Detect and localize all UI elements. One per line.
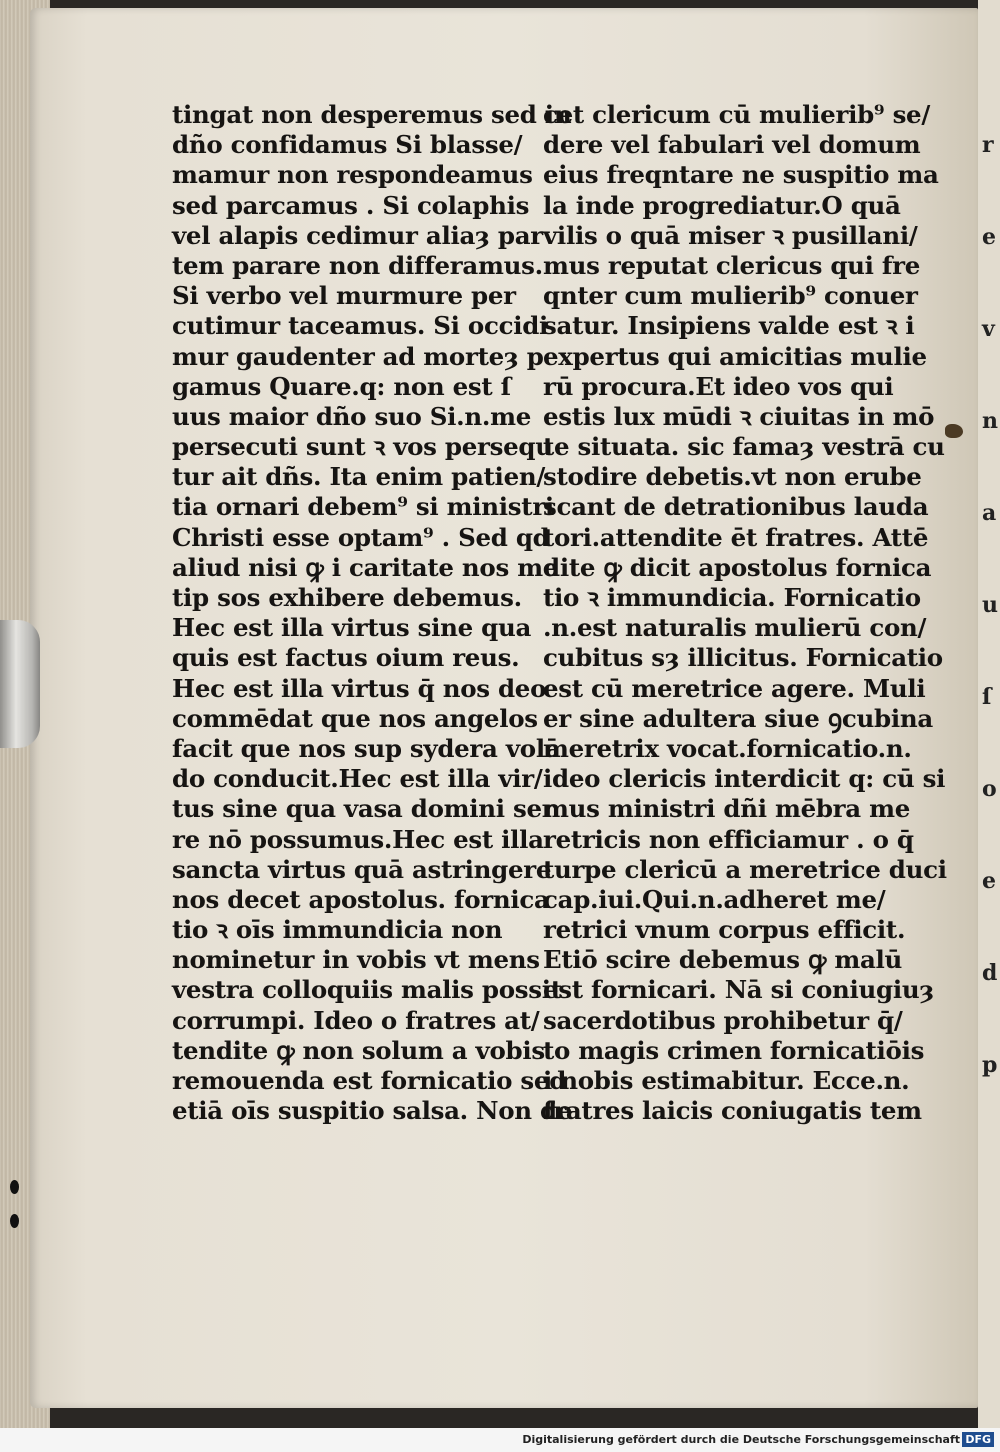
right-column-line: cet clericum cū mulierib⁹ se/ (543, 100, 930, 129)
left-column-line: tip sos exhibere debemus. (172, 583, 522, 612)
neighbor-page-glyph: o (982, 776, 997, 802)
left-column-line: facit que nos sup sydera volā (172, 733, 561, 763)
left-column-line: vel alapis cedimur aliaȝ par (172, 220, 543, 250)
left-column-line: corrumpi. Ideo o fratres at/ (172, 1005, 540, 1035)
left-column-line: vestra colloquiis malis possit (172, 975, 562, 1005)
neighbor-page-glyph: a (982, 500, 997, 526)
right-column-line: .n.est naturalis mulierū con/ (543, 613, 927, 643)
left-column-line: quis est factus oium reus. (172, 643, 520, 673)
right-column-line: fratres laicis coniugatis tem (543, 1096, 922, 1126)
right-column-line: to magis crimen fornicatiōis (543, 1035, 925, 1065)
left-column-line: tendite ꝙ non solum a vobis (172, 1035, 545, 1065)
left-column-line: Christi esse optam⁹ . Sed qd (172, 522, 550, 552)
right-column-line: vilis o quā miser ꝛ pusillani/ (543, 220, 918, 250)
binding-marks (10, 1180, 19, 1248)
dfg-logo: DFG (962, 1432, 994, 1447)
right-column-line: turpe clericū a meretrice duci (543, 854, 947, 884)
left-column-line: uus maior dño suo Si.n.me (172, 401, 532, 431)
right-column-line: la inde progrediatur.O quā (543, 190, 901, 220)
left-column-line: gamus Quare.q: non est ſ (172, 371, 511, 401)
binding-mark (10, 1214, 19, 1228)
right-column-line: estis lux mūdi ꝛ ciuitas in mō (543, 401, 935, 431)
right-column-line: meretrix vocat.fornicatio.n. (543, 733, 912, 763)
right-column-line: tio ꝛ immundicia. Fornicatio (543, 583, 921, 612)
left-column-line: Hec est illa virtus sine qua (172, 613, 532, 643)
left-column-line: persecuti sunt ꝛ vos persequ (172, 432, 553, 462)
left-column-line: re nō possumus.Hec est illa (172, 824, 544, 854)
neighbor-page-glyph: v (982, 316, 995, 342)
left-column-line: mur gaudenter ad morteȝ p (172, 341, 544, 371)
left-column-line: tem parare non differamus. (172, 250, 543, 280)
right-column-line: dere vel fabulari vel domum (543, 130, 921, 160)
left-column-line: sancta virtus quā astringere (172, 854, 552, 884)
left-column-line: tia ornari debem⁹ si ministri (172, 492, 554, 522)
neighbor-page-glyph: n (982, 408, 998, 434)
binding-mark (10, 1180, 19, 1194)
neighbor-page-glyph: r (982, 132, 994, 158)
right-column-line: i nobis estimabitur. Ecce.n. (543, 1066, 910, 1095)
left-column-line: Hec est illa virtus q̄ nos deo (172, 673, 547, 703)
right-column-line: qnter cum mulierib⁹ conuer (543, 281, 918, 311)
left-column-line: etiā oīs suspitio salsa. Non de (172, 1096, 573, 1126)
right-column-line: est fornicari. Nā si coniugiuȝ (543, 975, 934, 1005)
left-column-line: mamur non respondeamus (172, 160, 533, 190)
right-column-line: retrici vnum corpus efficit. (543, 915, 906, 945)
right-column-line: Etiō scire debemus ꝙ malū (543, 945, 903, 975)
right-column-line: sacerdotibus prohibetur q̄/ (543, 1005, 903, 1035)
right-column-line: mus reputat clericus qui fre (543, 250, 921, 280)
left-column-line: nominetur in vobis vt mens (172, 945, 540, 975)
right-column-line: retricis non efficiamur . o q̄ (543, 824, 914, 854)
right-column-line: stodire debetis.vt non erube (543, 462, 922, 492)
right-column-line: eius freqntare ne suspitio ma (543, 160, 939, 190)
neighbor-page-glyph: e (982, 224, 996, 250)
right-column-line: satur. Insipiens valde est ꝛ i (543, 311, 915, 341)
neighbor-page-edge (978, 0, 1000, 1428)
right-column-line: te situata. sic famaȝ vestrā cu (543, 432, 945, 462)
right-column-line: er sine adultera siue ꝯcubina (543, 703, 933, 733)
neighbor-page-glyph: e (982, 868, 996, 894)
neighbor-page-glyph: d (982, 960, 998, 986)
left-column-line: tio ꝛ oīs immundicia non (172, 915, 503, 945)
footer-bar (0, 1428, 1000, 1452)
page-clip (0, 620, 40, 748)
right-text-column (543, 100, 947, 1126)
right-column-line: cap.iui.Qui.n.adheret me/ (543, 884, 886, 914)
left-column-line: tus sine qua vasa domini ser (172, 794, 555, 824)
left-column-line: cutimur taceamus. Si occidi (172, 311, 549, 341)
right-column-line: cubitus sȝ illicitus. Fornicatio (543, 643, 943, 673)
right-column-line: mus ministri dñi mēbra me (543, 794, 911, 824)
left-column-line: tingat non desperemus sed in (172, 100, 572, 129)
neighbor-page-glyph: ſ (982, 684, 992, 710)
digitization-credit: Digitalisierung gefördert durch die Deutsche Forschungsgemeinschaft (522, 1433, 960, 1446)
right-column-line: expertus qui amicitias mulie (543, 341, 927, 371)
left-text-column (172, 100, 572, 1126)
right-column-line: scant de detrationibus lauda (543, 492, 929, 522)
left-column-line: sed parcamus . Si colaphis (172, 190, 530, 220)
left-column-line: remouenda est fornicatio sed (172, 1066, 567, 1095)
neighbor-page-glyph: u (982, 592, 998, 618)
right-column-line: est cū meretrice agere. Muli (543, 673, 926, 703)
right-column-line: tori.attendite ēt fratres. Attē (543, 522, 929, 552)
right-column-line: dite ꝙ dicit apostolus fornica (543, 552, 932, 582)
ink-stain (945, 424, 963, 438)
neighbor-page-glyph: p (982, 1052, 998, 1078)
left-column-line: do conducit.Hec est illa vir/ (172, 764, 543, 794)
left-column-line: commēdat que nos angelos (172, 703, 538, 733)
left-column-line: tur ait dñs. Ita enim patien/ (172, 462, 546, 492)
left-column-line: Si verbo vel murmure per (172, 281, 516, 311)
right-column-line: rū procura.Et ideo vos qui (543, 371, 894, 401)
left-column-line: dño confidamus Si blasse/ (172, 130, 523, 160)
left-column-line: aliud nisi ꝙ i caritate nos me (172, 552, 559, 582)
left-column-line: nos decet apostolus. fornica (172, 884, 550, 914)
right-column-line: ideo clericis interdicit q: cū si (543, 764, 946, 794)
